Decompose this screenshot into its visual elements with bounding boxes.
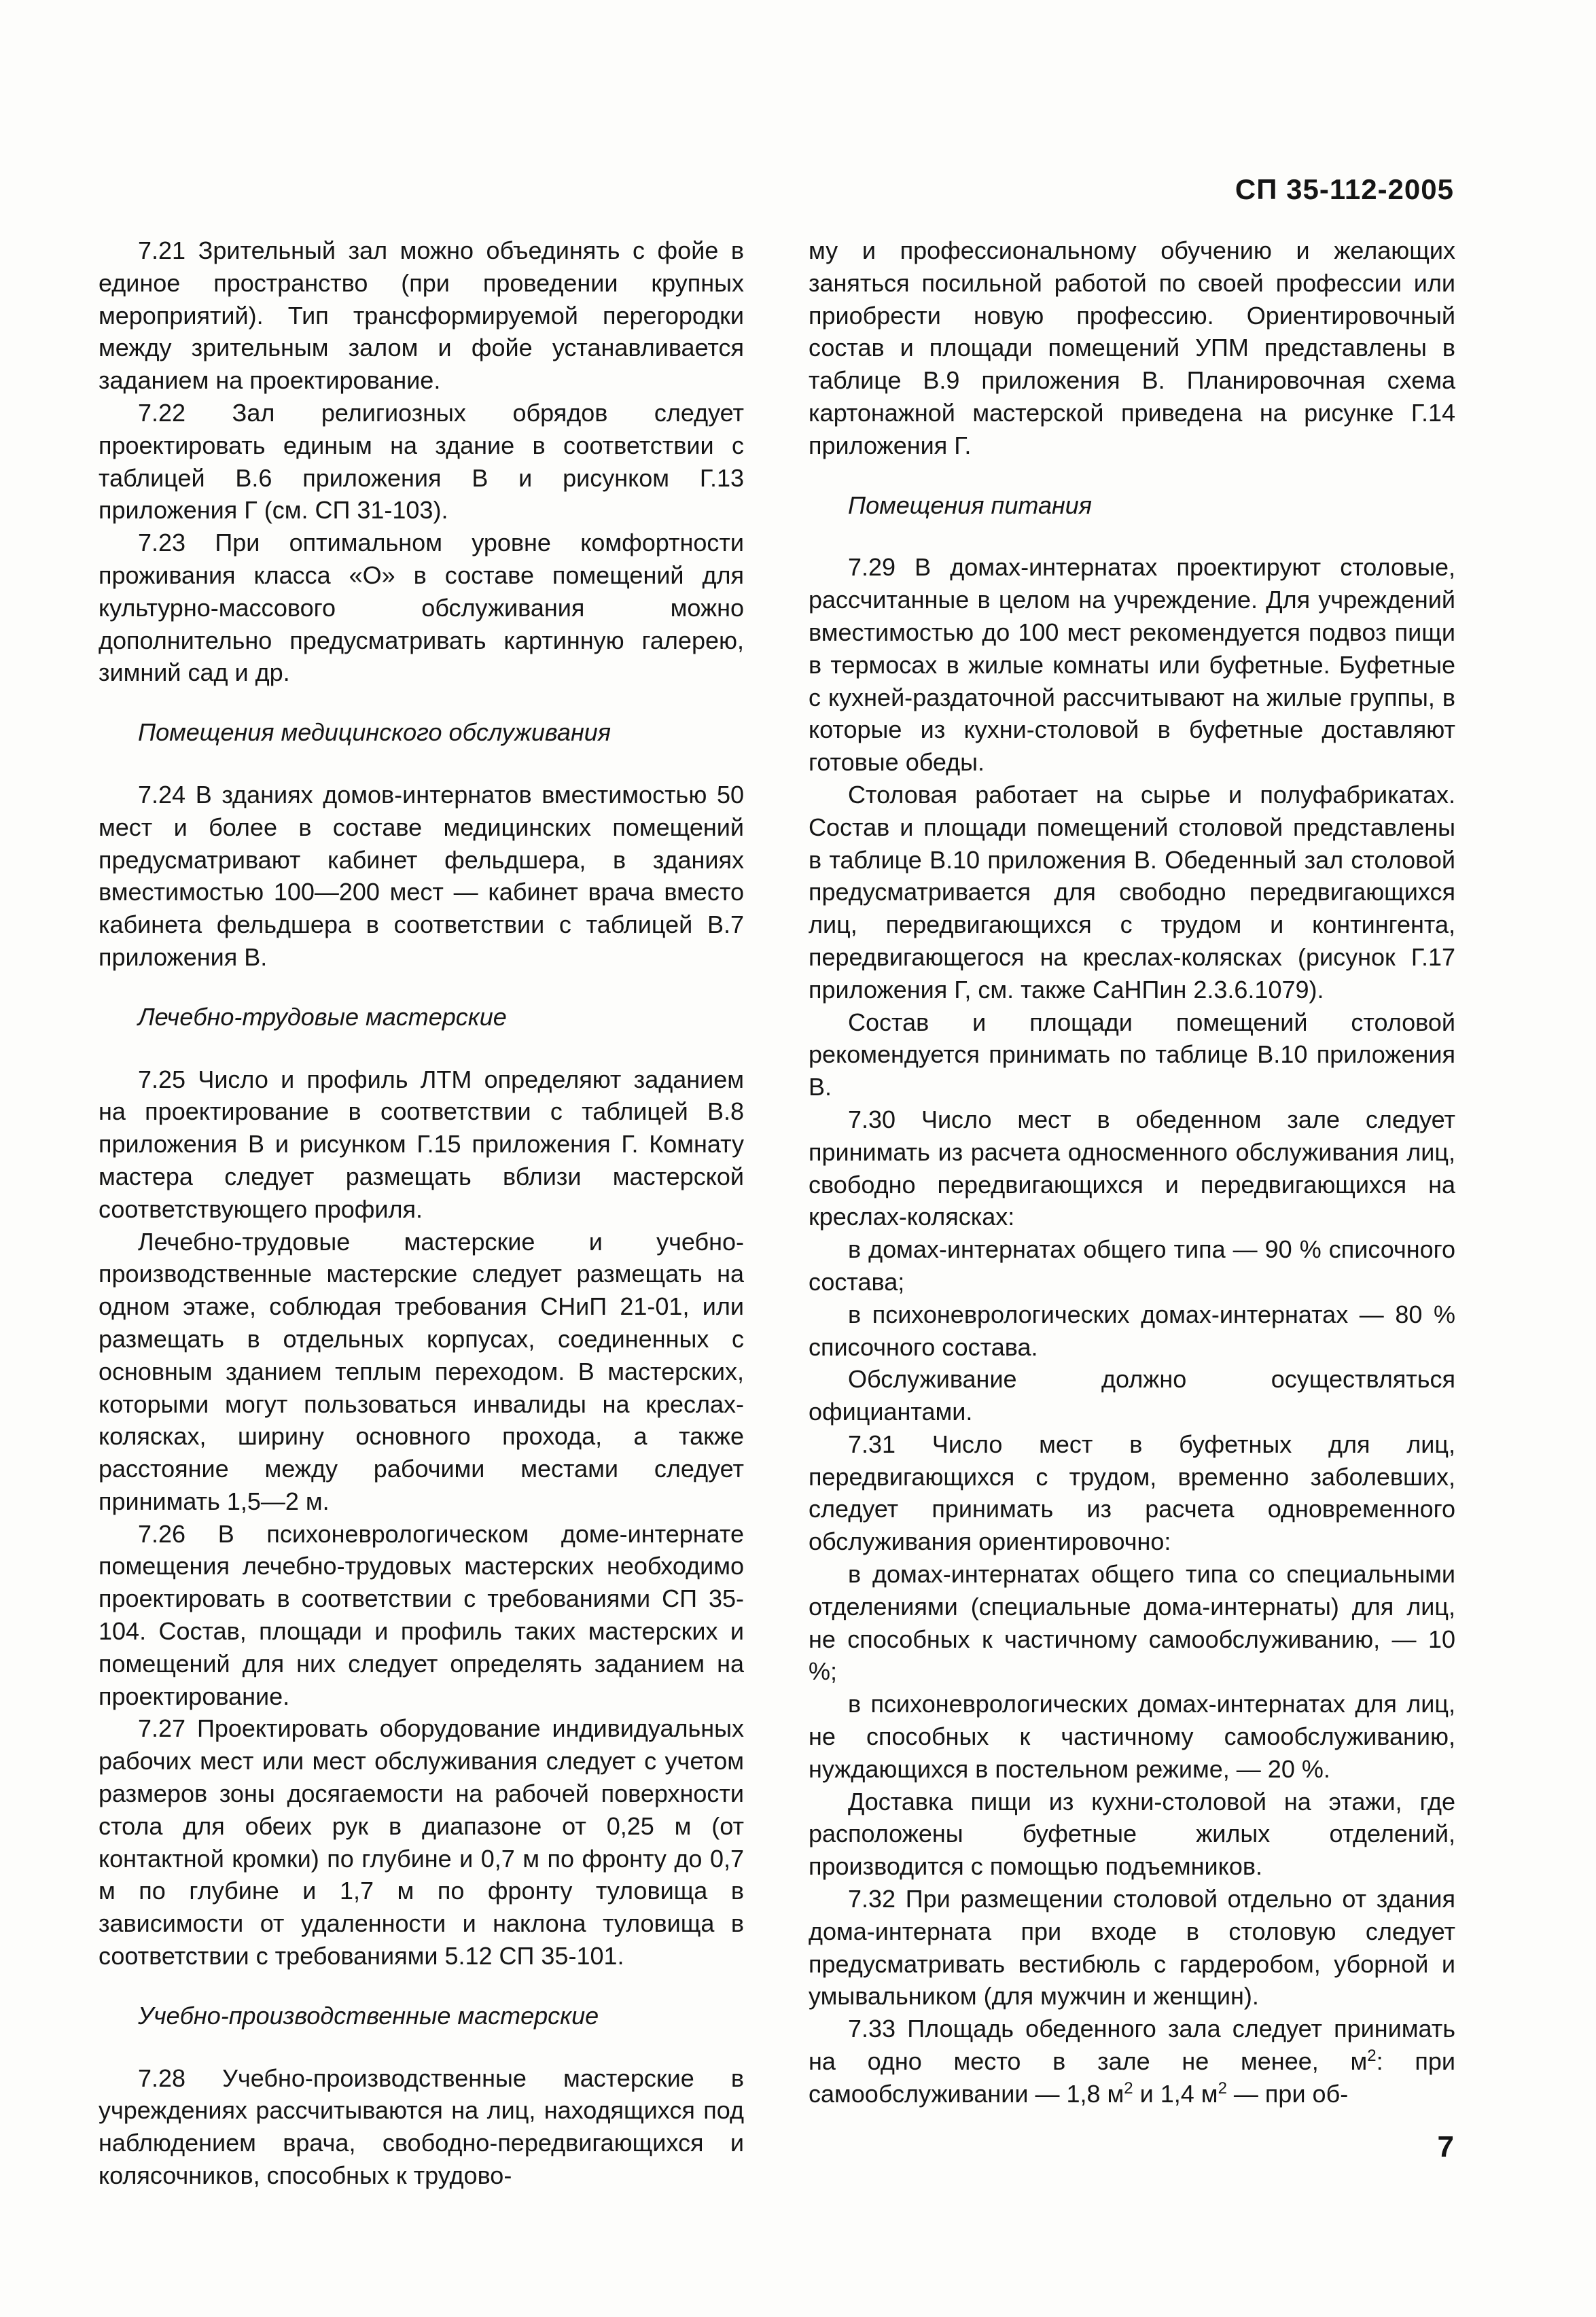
section-heading-upm: Учебно-производственные мастерские [138, 2001, 599, 2030]
superscript-2: 2 [1124, 2079, 1133, 2098]
document-code: СП 35-112-2005 [1235, 173, 1454, 205]
paragraph-7-28: 7.28 Учебно-производственные мастерские в учреждениях рассчитываются на лиц, находящихся под наблюдением врача, свободно-передвигающихся и колясочников, способных к трудово- [99, 2064, 744, 2190]
paragraph-7-22: 7.22 Зал религиозных обрядов следует проектировать единым на здание в соответствии с таблицей В.6 приложения В и рисунком Г.13 приложения Г (см. СП 31-103). [99, 398, 744, 525]
paragraph-7-30-c: Обслуживание должно осуществляться официантами. [809, 1365, 1455, 1426]
superscript-2: 2 [1218, 2079, 1227, 2098]
paragraph-7-33-part-d: — при об- [1226, 2079, 1349, 2108]
paragraph-7-30: 7.30 Число мест в обеденном зале следует принимать из расчета односменного обслуживания лиц, свободно передвигающихся и передвигающихся на креслах-колясках: [809, 1105, 1455, 1231]
paragraph-7-24: 7.24 В зданиях домов-интернатов вместимостью 50 мест и более в составе медицинских помещений предусматривают кабинет фельдшера, в зданиях вместимостью 100—200 мест — кабинет врача вместо кабинета фельдшера в соответствии с таблицей В.7 приложения В. [99, 780, 744, 971]
right-column [809, 234, 1455, 2110]
left-column [99, 234, 744, 2192]
paragraph-7-29: 7.29 В домах-интернатах проектируют столовые, рассчитанные в целом на учреждение. Для учреждений вместимостью до 100 мест рекомендуется подвоз пищи в термосах в жилые комнаты или буфетные. Буфетные с кухней-раздаточной рассчитывают на жилые группы, в которые из кухни-столовой в буфетные доставляют готовые обеды. [809, 553, 1455, 777]
paragraph-7-32: 7.32 При размещении столовой отдельно от здания дома-интерната при входе в столовую следует предусматривать вестибюль с гардеробом, уборной и умывальником (для мужчин и женщин). [809, 1885, 1455, 2011]
paragraph-7-25: 7.25 Число и профиль ЛТМ определяют заданием на проектирование в соответствии с таблицей В.8 приложения В и рисунком Г.15 приложения Г. Комнату мастера следует размещать вблизи мастерской соответствующего профиля. [99, 1065, 744, 1223]
section-heading-ltm: Лечебно-трудовые мастерские [138, 1002, 507, 1031]
paragraph-7-29-b: Столовая работает на сырье и полуфабрикатах. Состав и площади помещений столовой представлены в таблице В.10 приложения В. Обеденный зал столовой предусматривается для свободно передвигающихся лиц, передвигающихся с трудом и контингента, передвигающегося на креслах-колясках (рисунок Г.17 приложения Г, см. также СаНПин 2.3.6.1079). [809, 780, 1455, 1004]
superscript-2: 2 [1367, 2047, 1377, 2066]
paragraph-7-30-a: в домах-интернатах общего типа — 90 % списочного состава; [809, 1235, 1455, 1296]
paragraph-7-33-part-b: : при самообслуживании — 1,8 м [809, 2047, 1455, 2108]
paragraph-7-26: 7.26 В психоневрологическом доме-интернате помещения лечебно-трудовых мастерских необходимо проектировать в соответствии с требованиями СП 35-104. Состав, площади и профиль таких мастерских и помещений для них следует определять заданием на проектирование. [99, 1519, 744, 1710]
section-heading-food: Помещения питания [848, 491, 1093, 519]
paragraph-7-31-b: в психоневрологических домах-интернатах для лиц, не способных к частичному самообслуживанию, нуждающихся в постельном режиме, — 20 %. [809, 1690, 1455, 1783]
paragraph-7-28-continued: му и профессиональному обучению и желающих заняться посильной работой по своей профессии или приобрести новую профессию. Ориентировочный состав и площади помещений УПМ представлены в таблице В.9 приложения В. Планировочная схема картонажной мастерской приведена на рисунке Г.14 приложения Г. [809, 236, 1455, 459]
paragraph-7-31-a: в домах-интернатах общего типа со специальными отделениями (специальные дома-интернаты) для лиц, не способных к частичному самообслуживанию, — 10 %; [809, 1560, 1455, 1686]
paragraph-7-25-b: Лечебно-трудовые мастерские и учебно-производственные мастерские следует размещать на одном этаже, соблюдая требования СНиП 21-01, или размещать в отдельных корпусах, соединенных с основным зданием теплым переходом. В мастерских, которыми могут пользоваться инвалиды на креслах-колясках, ширину основного прохода, а также расстояние между рабочими местами следует принимать 1,5—2 м. [99, 1227, 744, 1515]
paragraph-7-33-part-c: и 1,4 м [1133, 2079, 1218, 2108]
page-number: 7 [1437, 2130, 1454, 2163]
paragraph-7-33 [809, 2013, 1455, 2110]
paragraph-7-33-part-a: 7.33 Площадь обеденного зала следует принимать на одно место в зале не менее, м [809, 2015, 1455, 2076]
paragraph-7-23: 7.23 При оптимальном уровне комфортности проживания класса «О» в составе помещений для культурно-массового обслуживания можно дополнительно предусматривать картинную галерею, зимний сад и др. [99, 529, 744, 687]
paragraph-7-27: 7.27 Проектировать оборудование индивидуальных рабочих мест или мест обслуживания следует с учетом размеров зоны досягаемости на рабочей поверхности стола для обеих рук в диапазоне от 0,25 м (от контактной кромки) по глубине и 0,7 м по фронту до 0,7 м по глубине и 1,7 м по фронту туловища в зависимости от удаленности и наклона туловища в соответствии с требованиями 5.12 СП 35-101. [99, 1714, 744, 1970]
paragraph-7-21: 7.21 Зрительный зал можно объединять с фойе в единое пространство (при проведении крупных мероприятий). Тип трансформируемой перегородки между зрительным залом и фойе устанавливается заданием на проектирование. [99, 236, 744, 395]
paragraph-7-29-c: Состав и площади помещений столовой рекомендуется принимать по таблице В.10 приложения В. [809, 1008, 1455, 1101]
paragraph-7-31-c: Доставка пищи из кухни-столовой на этажи, где расположены буфетные жилых отделений, производится с помощью подъемников. [809, 1787, 1455, 1881]
paragraph-7-30-b: в психоневрологических домах-интернатах — 80 % списочного состава. [809, 1300, 1455, 1361]
section-heading-medical: Помещения медицинского обслуживания [138, 718, 611, 747]
paragraph-7-31: 7.31 Число мест в буфетных для лиц, передвигающихся с трудом, временно заболевших, следует принимать из расчета одновременного обслуживания ориентировочно: [809, 1430, 1455, 1556]
